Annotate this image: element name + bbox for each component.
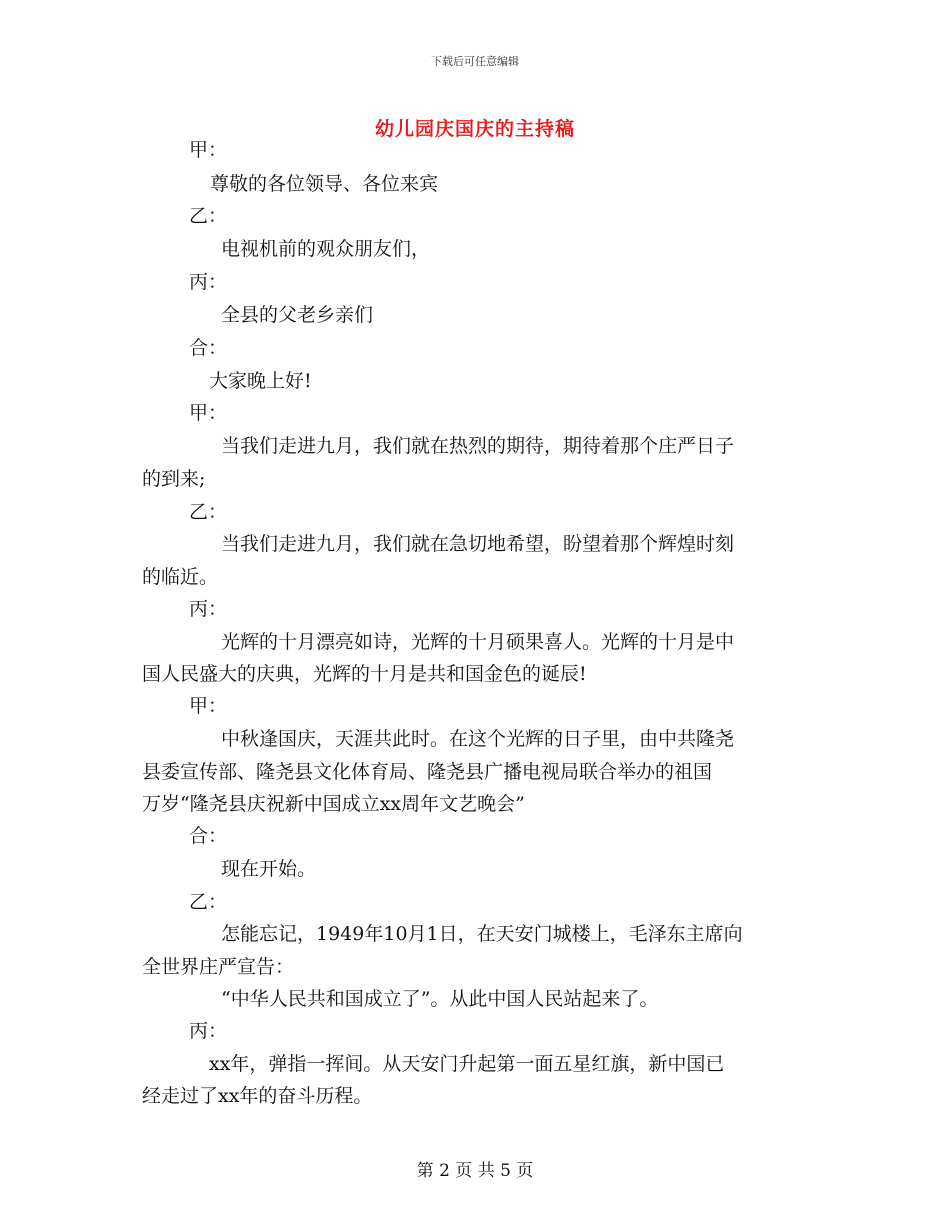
dialogue-line: 的到来;	[142, 468, 206, 490]
dialogue-line: 国人民盛大的庆典，光辉的十月是共和国金色的诞辰!	[142, 663, 587, 685]
dialogue-line: xx年，弹指一挥间。从天安门升起第一面五星红旗，新中国已	[209, 1053, 725, 1075]
dialogue-line: 全世界庄严宣告：	[142, 956, 295, 978]
dialogue-line: 中秋逢国庆，天涯共此时。在这个光辉的日子里，由中共隆尧	[221, 728, 735, 750]
page-number-footer: 第 2 页 共 5 页	[416, 1161, 534, 1181]
header-note: 下载后可任意编辑	[431, 55, 519, 68]
dialogue-line: “中华人民共和国成立了”。从此中国人民站起来了。	[221, 988, 659, 1010]
dialogue-line: 经走过了xx年的奋斗历程。	[142, 1085, 373, 1107]
dialogue-line: 怎能忘记，1949年10月1日，在天安门城楼上，毛泽东主席向	[221, 923, 743, 945]
speaker-label: 甲：	[189, 402, 228, 424]
dialogue-line: 尊敬的各位领导、各位来宾	[210, 173, 439, 195]
speaker-label: 丙：	[189, 598, 228, 620]
document-title: 幼儿园庆国庆的主持稿	[374, 118, 575, 140]
dialogue-line: 的临近。	[142, 566, 219, 588]
speaker-label: 丙：	[189, 271, 228, 293]
dialogue-line: 当我们走进九月，我们就在热烈的期待，期待着那个庄严日子	[221, 435, 735, 457]
dialogue-line: 县委宣传部、隆尧县文化体育局、隆尧县广播电视局联合举办的祖国	[142, 761, 713, 783]
dialogue-line: 电视机前的观众朋友们，	[221, 238, 431, 260]
dialogue-line: 光辉的十月漂亮如诗，光辉的十月硕果喜人。光辉的十月是中	[221, 631, 735, 653]
dialogue-line: 大家晚上好!	[209, 370, 312, 392]
speaker-label: 乙：	[189, 205, 228, 227]
speaker-label: 甲：	[189, 139, 228, 161]
dialogue-line: 当我们走进九月，我们就在急切地希望，盼望着那个辉煌时刻	[221, 533, 735, 555]
dialogue-line: 全县的父老乡亲们	[221, 304, 374, 326]
speaker-label: 乙：	[189, 501, 228, 523]
speaker-label: 甲：	[189, 695, 228, 717]
dialogue-line: 现在开始。	[221, 858, 317, 880]
speaker-label: 合：	[189, 825, 228, 847]
speaker-label: 丙：	[189, 1020, 228, 1042]
dialogue-line: 万岁“隆尧县庆祝新中国成立xx周年文艺晚会”	[142, 793, 525, 815]
speaker-label: 合：	[189, 337, 228, 359]
speaker-label: 乙：	[189, 891, 228, 913]
